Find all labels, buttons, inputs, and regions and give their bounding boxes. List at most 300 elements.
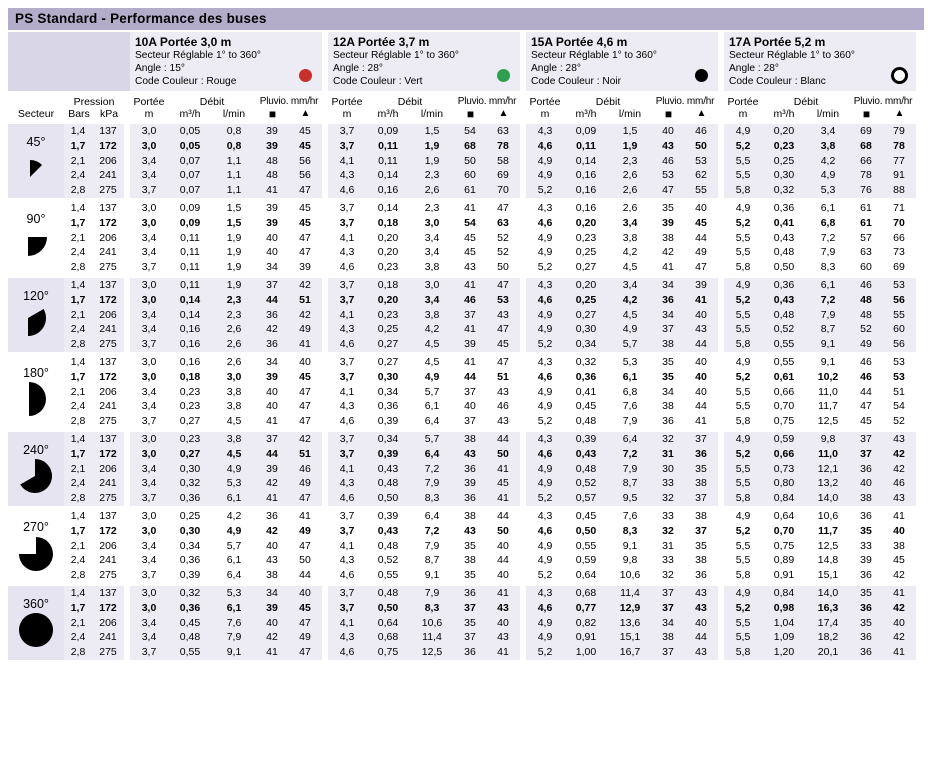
value-cell: 4,6 [537,524,553,537]
value-cell: 3,7 [130,337,168,352]
pressure-bars-cell: 2,8 [70,569,86,582]
value-cell: 0,16 [168,337,212,352]
nozzle-secteur-range: Secteur Réglable 1° to 360° [531,50,657,62]
value-cell: 4,5 [226,415,242,428]
value-cell: 36 [454,491,486,506]
value-cell: 35 [695,539,707,552]
value-cell: 0,57 [564,491,608,506]
value-cell: 7,6 [212,616,256,631]
value-cell: 0,18 [377,216,399,229]
sector-block-270 [8,509,924,583]
value-cell: 6,4 [410,447,454,462]
lmin-unit-label: l/min [816,108,840,120]
value-cell: 63 [860,246,872,259]
value-cell: 6,8 [622,385,638,398]
value-cell: 0,32 [168,476,212,491]
value-cell: 43 [464,261,476,274]
value-cell: 42 [266,524,278,537]
value-cell: 37 [464,415,476,428]
value-cell: 42 [288,278,322,293]
value-cell: 35 [850,586,882,601]
value-cell: 50 [684,139,718,154]
value-cell: 0,09 [564,124,608,139]
value-cell: 7,6 [622,400,638,413]
value-cell: 38 [464,509,476,522]
pressure-bars-cell: 1,7 [64,447,92,462]
nozzle-info-17a [724,32,916,91]
value-cell: 47 [288,645,322,660]
value-cell: 49 [288,476,322,491]
value-cell: 7,9 [820,246,836,259]
value-cell: 0,50 [366,491,410,506]
square-symbol-icon: ■ [466,107,475,121]
column-header-debit-12a [366,90,454,121]
value-cell: 4,3 [339,554,355,567]
value-cell: 40 [695,355,707,368]
pressure-kpa-cell: 137 [99,355,117,368]
sector-block-120 [8,278,924,352]
value-cell: 0,64 [366,616,410,631]
value-cell: 46 [850,278,882,293]
value-cell: 41 [256,645,288,660]
value-cell: 46 [454,293,486,308]
value-cell: 46 [882,476,916,491]
column-header-debit-17a [762,90,850,121]
value-cell: 54 [464,216,476,229]
value-cell: 0,23 [179,385,201,398]
value-cell: 3,0 [141,355,157,368]
value-cell: 1,20 [762,645,806,660]
value-cell: 4,9 [424,370,440,383]
value-cell: 6,1 [806,278,850,293]
value-cell: 36 [652,293,684,308]
value-cell: 0,32 [168,586,212,601]
value-cell: 0,20 [762,124,806,139]
value-cell: 14,8 [817,554,839,567]
value-cell: 61 [860,216,872,229]
value-cell: 35 [464,539,476,552]
pressure-kpa-cell: 275 [92,337,124,352]
sector-cell [8,509,64,583]
value-cell: 44 [497,554,509,567]
value-cell: 1,5 [226,201,242,214]
value-cell: 3,7 [328,601,366,616]
value-cell: 43 [454,447,486,462]
value-cell: 43 [486,308,520,323]
value-cell: 40 [486,616,520,631]
nozzle-name: 15A Portée 4,6 m [531,35,628,49]
value-cell: 3,7 [130,183,168,198]
value-cell: 3,7 [339,524,355,537]
pressure-bars-cell: 2,4 [70,554,86,567]
pressure-bars-cell: 1,7 [64,293,92,308]
value-cell: 0,20 [377,231,399,244]
value-cell: 0,11 [168,278,212,293]
value-cell: 43 [497,385,509,398]
pressure-bars-cell: 2,1 [70,539,86,552]
value-cell: 47 [695,261,707,274]
value-cell: 37 [464,385,476,398]
pressure-kpa-cell: 137 [92,432,124,447]
value-cell: 4,6 [328,183,366,198]
value-cell: 47 [299,539,311,552]
value-cell: 3,7 [339,201,355,214]
value-cell: 0,75 [366,645,410,660]
value-cell: 41 [662,261,674,274]
pressure-bars-cell: 1,4 [70,201,86,214]
value-cell: 38 [454,432,486,447]
pressure-kpa-cell: 275 [92,183,124,198]
column-header-debit-15a [564,90,652,121]
value-cell: 0,27 [377,355,399,368]
value-cell: 3,0 [141,201,157,214]
value-cell: 2,6 [410,183,454,198]
value-cell: 71 [893,201,905,214]
value-cell: 44 [860,385,872,398]
sector-angle-label: 90° [26,211,46,226]
value-cell: 3,0 [141,509,157,522]
value-cell: 41 [486,491,520,506]
portee-header-label: Portée [529,96,561,108]
value-cell: 0,75 [773,539,795,552]
value-cell: 0,20 [575,216,597,229]
value-cell: 0,23 [377,261,399,274]
value-cell: 3,4 [622,216,638,229]
value-cell: 5,3 [212,476,256,491]
pressure-bars-cell: 1,4 [64,432,92,447]
value-cell: 41 [454,322,486,337]
performance-table [8,8,924,660]
value-cell: 34 [266,355,278,368]
value-cell: 4,9 [526,308,564,323]
value-cell: 0,55 [773,355,795,368]
value-cell: 11,7 [818,524,838,537]
column-header-portee-10a [130,90,168,121]
value-cell: 5,2 [724,139,762,154]
value-cell: 0,27 [366,337,410,352]
value-cell: 60 [454,168,486,183]
value-cell: 3,4 [141,400,157,413]
value-cell: 4,9 [526,168,564,183]
value-cell: 4,9 [537,246,553,259]
value-cell: 2,6 [212,322,256,337]
value-cell: 18,2 [806,630,850,645]
value-cell: 5,2 [724,293,762,308]
value-cell: 47 [860,400,872,413]
value-cell: 0,66 [762,447,806,462]
value-cell: 0,11 [366,139,410,154]
value-cell: 4,6 [526,447,564,462]
value-cell: 35 [454,616,486,631]
value-cell: 1,04 [762,616,806,631]
value-cell: 38 [266,569,278,582]
value-cell: 8,3 [410,491,454,506]
pressure-bars-cell: 2,8 [70,261,86,274]
value-cell: 3,0 [130,432,168,447]
value-cell: 54 [893,400,905,413]
value-cell: 4,9 [724,278,762,293]
m-unit-label: m [144,108,154,120]
sector-arc-icon [18,458,54,494]
m-unit-label: m [540,108,550,120]
square-symbol-icon: ■ [268,107,277,121]
value-cell: 9,1 [424,569,440,582]
value-cell: 1,1 [212,168,256,183]
value-cell: 78 [850,168,882,183]
value-cell: 0,52 [762,322,806,337]
value-cell: 47 [288,183,322,198]
value-cell: 0,30 [564,322,608,337]
value-cell: 47 [486,322,520,337]
value-cell: 0,68 [366,630,410,645]
value-cell: 3,8 [212,432,256,447]
value-cell: 37 [454,630,486,645]
value-cell: 0,36 [168,601,212,616]
value-cell: 0,82 [564,616,608,631]
value-cell: 10,2 [817,370,839,383]
triangle-symbol-icon: ▲ [498,108,509,119]
black-dot [695,69,708,82]
value-cell: 0,48 [762,308,806,323]
value-cell: 50 [497,524,509,537]
triangle-symbol-icon: ▲ [696,108,707,119]
value-cell: 37 [652,586,684,601]
value-cell: 3,7 [141,415,157,428]
value-cell: 0,39 [377,509,399,522]
nozzle-secteur-range: Secteur Réglable 1° to 360° [729,50,855,62]
value-cell: 5,5 [735,246,751,259]
value-cell: 6,1 [212,601,256,616]
value-cell: 4,9 [735,355,751,368]
value-cell: 5,5 [735,400,751,413]
value-cell: 35 [662,355,674,368]
column-header-pression [64,90,124,121]
value-cell: 2,3 [212,293,256,308]
value-cell: 2,6 [622,201,638,214]
sector-cell [8,278,64,352]
value-cell: 45 [486,476,520,491]
value-cell: 5,7 [424,385,440,398]
value-cell: 4,3 [526,124,564,139]
nozzle-header-band [8,32,924,89]
value-cell: 45 [299,370,311,383]
nozzle-name: 10A Portée 3,0 m [135,35,232,49]
value-cell: 1,00 [564,645,608,660]
value-cell: 79 [882,124,916,139]
value-cell: 0,80 [762,476,806,491]
value-cell: 4,6 [339,261,355,274]
value-cell: 5,5 [735,231,751,244]
value-cell: 5,5 [735,554,751,567]
pressure-bars-cell: 1,7 [64,601,92,616]
sector-cell [8,124,64,198]
value-cell: 0,41 [773,216,795,229]
value-cell: 39 [266,370,278,383]
pressure-bars-cell: 2,1 [64,462,92,477]
value-cell: 0,25 [564,293,608,308]
value-cell: 47 [486,278,520,293]
value-cell: 4,5 [608,308,652,323]
value-cell: 0,25 [179,509,201,522]
value-cell: 4,3 [328,322,366,337]
value-cell: 33 [662,554,674,567]
value-cell: 35 [662,370,674,383]
value-cell: 0,14 [377,201,399,214]
value-cell: 3,0 [130,601,168,616]
value-cell: 6,1 [622,370,638,383]
value-cell: 42 [662,246,674,259]
value-cell: 43 [882,432,916,447]
value-cell: 53 [486,293,520,308]
value-cell: 0,14 [168,293,212,308]
value-cell: 0,16 [575,201,597,214]
value-cell: 5,8 [724,491,762,506]
value-cell: 3,4 [130,462,168,477]
value-cell: 32 [662,569,674,582]
value-cell: 0,36 [168,491,212,506]
value-cell: 15,1 [817,569,839,582]
nozzle-angle: Angle : 28° [333,63,383,75]
value-cell: 10,6 [817,509,839,522]
value-cell: 0,07 [168,168,212,183]
pressure-kpa-cell: 275 [92,645,124,660]
value-cell: 8,3 [820,261,836,274]
value-cell: 5,5 [724,168,762,183]
value-cell: 20,1 [806,645,850,660]
value-cell: 0,39 [564,432,608,447]
value-cell: 10,6 [619,569,641,582]
column-header-pluvio-17a [850,90,916,121]
value-cell: 0,16 [168,322,212,337]
value-cell: 9,1 [622,539,638,552]
value-cell: 42 [882,462,916,477]
value-cell: 1,9 [226,246,242,259]
value-cell: 0,09 [366,124,410,139]
value-cell: 4,9 [526,322,564,337]
value-cell: 12,9 [608,601,652,616]
value-cell: 45 [464,246,476,259]
value-cell: 3,8 [226,385,242,398]
value-cell: 40 [266,246,278,259]
value-cell: 0,84 [762,491,806,506]
value-cell: 11,4 [410,630,454,645]
value-cell: 39 [299,261,311,274]
value-cell: 47 [288,616,322,631]
value-cell: 38 [850,491,882,506]
value-cell: 35 [684,462,718,477]
value-cell: 68 [454,139,486,154]
value-cell: 4,9 [526,154,564,169]
value-cell: 6,4 [424,415,440,428]
value-cell: 38 [652,337,684,352]
value-cell: 46 [288,462,322,477]
value-cell: 45 [486,337,520,352]
value-cell: 3,0 [130,293,168,308]
value-cell: 0,32 [575,355,597,368]
value-cell: 45 [288,601,322,616]
value-cell: 2,3 [212,308,256,323]
value-cell: 68 [850,139,882,154]
value-cell: 3,4 [608,278,652,293]
value-cell: 33 [662,509,674,522]
nozzle-color-code: Code Couleur : Vert [333,76,423,88]
value-cell: 39 [454,337,486,352]
portee-header-label: Portée [133,96,165,108]
value-cell: 4,6 [339,415,355,428]
value-cell: 0,36 [575,370,597,383]
value-cell: 4,3 [526,586,564,601]
value-cell: 12,5 [410,645,454,660]
value-cell: 0,09 [179,216,201,229]
value-cell: 58 [486,154,520,169]
value-cell: 3,4 [424,246,440,259]
lmin-unit-label: l/min [618,108,642,120]
value-cell: 0,18 [179,370,201,383]
value-cell: 4,9 [526,476,564,491]
debit-header-label: Débit [793,96,819,108]
value-cell: 38 [893,539,905,552]
value-cell: 51 [893,385,905,398]
value-cell: 0,75 [773,415,795,428]
nozzle-info-12a [328,32,520,91]
value-cell: 3,4 [130,322,168,337]
value-cell: 52 [497,246,509,259]
value-cell: 40 [266,231,278,244]
value-cell: 5,3 [622,355,638,368]
value-cell: 4,1 [339,231,355,244]
value-cell: 40 [882,616,916,631]
value-cell: 0,05 [168,124,212,139]
value-cell: 0,23 [366,308,410,323]
value-cell: 0,59 [575,554,597,567]
pressure-kpa-cell: 172 [92,601,124,616]
value-cell: 5,5 [724,322,762,337]
value-cell: 3,7 [130,491,168,506]
value-cell: 12,5 [817,415,839,428]
value-cell: 5,8 [724,645,762,660]
value-cell: 0,16 [179,355,201,368]
value-cell: 0,89 [773,554,795,567]
value-cell: 56 [288,154,322,169]
value-cell: 0,23 [168,432,212,447]
value-cell: 36 [850,630,882,645]
value-cell: 42 [256,630,288,645]
value-cell: 37 [454,308,486,323]
value-cell: 31 [662,539,674,552]
value-cell: 0,36 [762,278,806,293]
value-cell: 31 [652,447,684,462]
sector-block-240 [8,432,924,506]
nozzle-secteur-range: Secteur Réglable 1° to 360° [333,50,459,62]
value-cell: 36 [860,569,872,582]
value-cell: 40 [497,569,509,582]
value-cell: 43 [486,630,520,645]
value-cell: 52 [850,322,882,337]
value-cell: 3,4 [806,124,850,139]
pressure-bars-cell: 2,1 [70,385,86,398]
value-cell: 4,3 [537,355,553,368]
pressure-bars-cell: 2,8 [70,415,86,428]
value-cell: 70 [486,183,520,198]
value-cell: 4,1 [328,462,366,477]
value-cell: 3,4 [141,385,157,398]
value-cell: 1,5 [226,216,242,229]
value-cell: 4,6 [328,645,366,660]
pressure-bars-cell: 2,4 [70,246,86,259]
value-cell: 37 [684,432,718,447]
value-cell: 44 [684,337,718,352]
value-cell: 3,0 [130,124,168,139]
